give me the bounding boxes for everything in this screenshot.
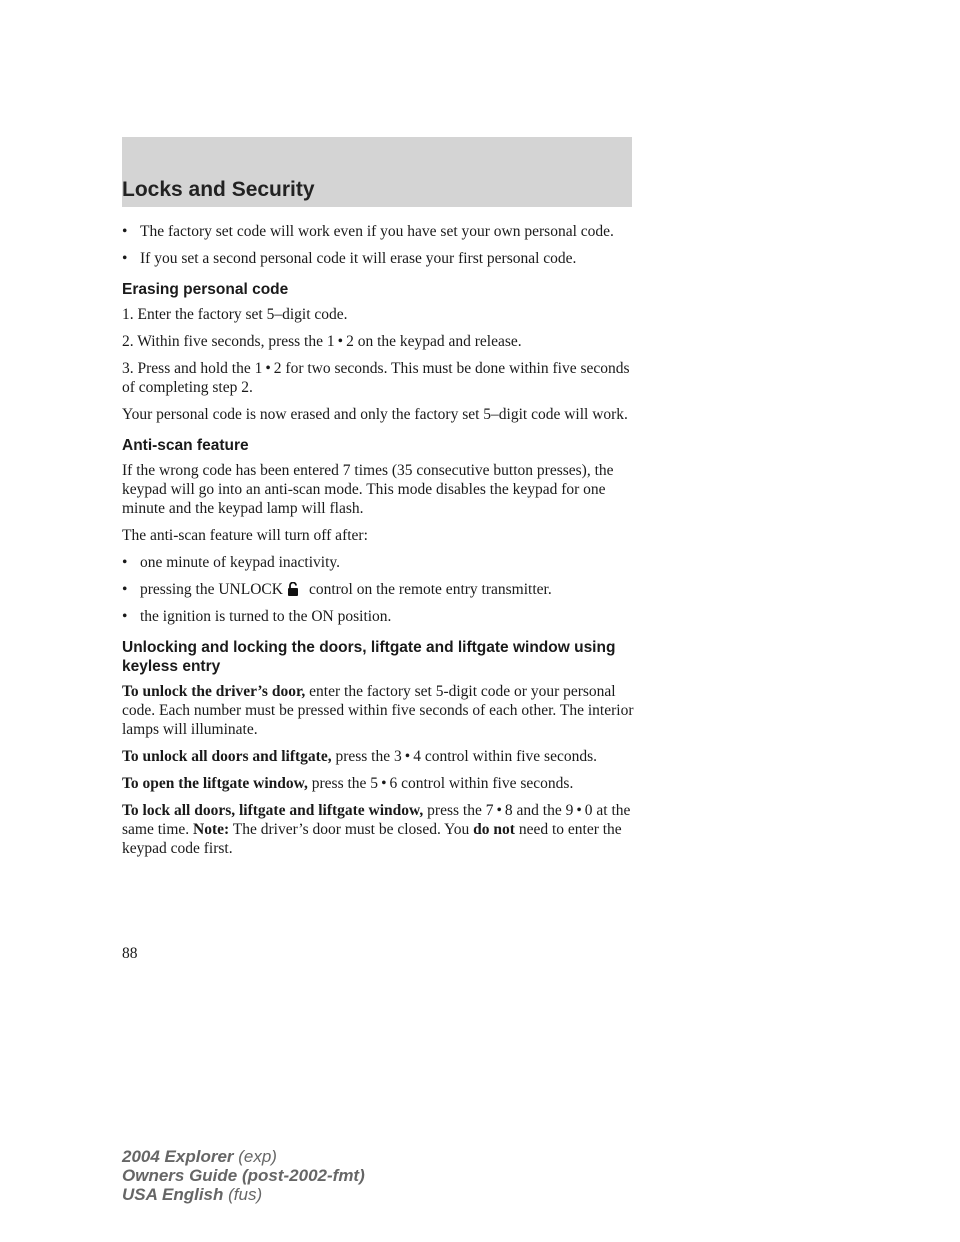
antiscan-heading: Anti-scan feature (122, 437, 249, 454)
erasing-step-2: 2. Within five seconds, press the 1 • 2 on the keypad and release. (122, 333, 522, 350)
key-separator-dot: • (381, 775, 387, 792)
bullet-text: The factory set code will work even if you have set your own personal code. (140, 223, 614, 240)
bullet-text: If you set a second personal code it will erase your first personal code. (140, 250, 577, 267)
bullet-text: one minute of keypad inactivity. (140, 554, 341, 571)
bullet-dot: • (122, 581, 128, 598)
bullet-text: pressing the UNLOCK (140, 581, 283, 598)
bullet-text: the ignition is turned to the ON position. (140, 608, 392, 625)
bullet-text: control on the remote entry transmitter. (308, 581, 552, 598)
antiscan-para-1: If the wrong code has been entered 7 times (35 consecutive button presses), the keypad will go into an anti-scan mode. This mode disables the keypad for one minute and the keypad lamp will flash. (122, 462, 614, 517)
bullet-dot: • (122, 554, 128, 571)
keyless-para-4: To lock all doors, liftgate and liftgate window, press the 7 • 8 and the 9 • 0 at the same time. Note: The driver’s door must be closed. You do not need to enter the keypad code first. (122, 802, 631, 857)
page-content (122, 222, 642, 866)
list-item (122, 249, 642, 268)
key-separator-dot: • (576, 802, 582, 819)
erasing-result: Your personal code is now erased and only the factory set 5–digit code will work. (122, 406, 628, 423)
antiscan-para-2: The anti-scan feature will turn off after: (122, 527, 368, 544)
footer-line-2: Owners Guide (post-2002-fmt) (122, 1166, 365, 1185)
keyless-heading: Unlocking and locking the doors, liftgate and liftgate window using keyless entry (122, 639, 616, 675)
list-item (122, 553, 642, 572)
list-item (122, 580, 642, 599)
key-separator-dot: • (496, 802, 502, 819)
bullet-dot: • (122, 250, 128, 267)
unlock-icon (285, 582, 307, 596)
footer-line-3: USA English (fus) (122, 1185, 263, 1204)
footer-line-1: 2004 Explorer (exp) (122, 1147, 277, 1166)
bullet-dot: • (122, 608, 128, 625)
section-title: Locks and Security (122, 178, 315, 201)
key-separator-dot: • (337, 333, 344, 350)
erasing-step-1: 1. Enter the factory set 5–digit code. (122, 306, 348, 323)
erasing-step-3: 3. Press and hold the 1 • 2 for two seconds. This must be done within five seconds of completing step 2. (122, 360, 630, 396)
keyless-para-2: To unlock all doors and liftgate, press the 3 • 4 control within five seconds. (122, 748, 598, 765)
erasing-heading: Erasing personal code (122, 281, 289, 298)
keyless-para-3: To open the liftgate window, press the 5 • 6 control within five seconds. (122, 775, 574, 792)
list-item (122, 607, 642, 626)
document-footer (122, 1147, 365, 1204)
page-number: 88 (122, 945, 138, 962)
key-separator-dot: • (404, 748, 411, 765)
list-item (122, 222, 642, 241)
keyless-para-1: To unlock the driver’s door, enter the factory set 5-digit code or your personal code. Each number must be pressed within five seconds of each other. The interior lamps will illuminate. (122, 683, 634, 738)
bullet-dot: • (122, 223, 128, 240)
key-separator-dot: • (265, 360, 271, 377)
